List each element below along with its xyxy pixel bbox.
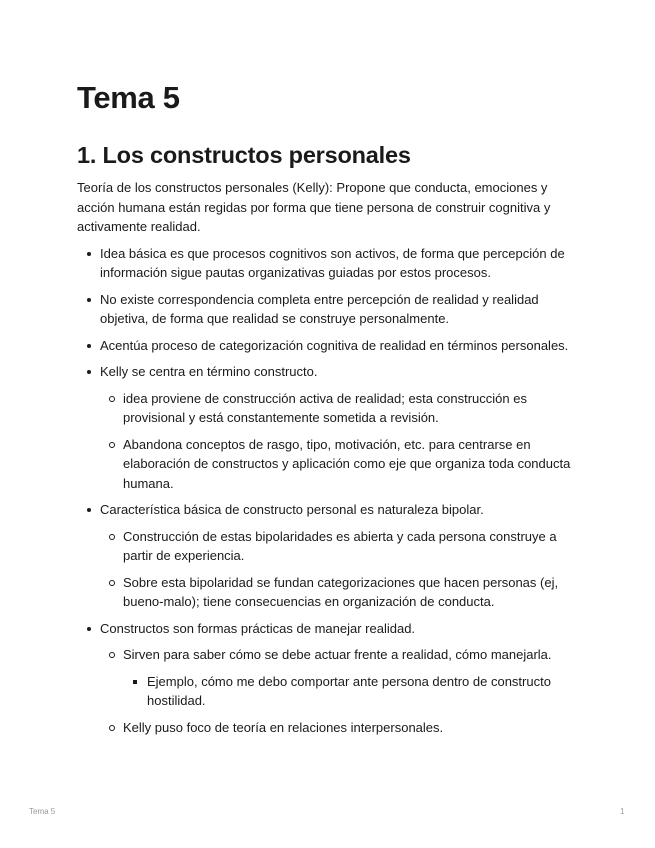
sub-list: [100, 389, 587, 494]
sub-list-item: [100, 527, 587, 566]
document-title: Tema 5: [77, 80, 180, 115]
sub-list: [100, 527, 587, 612]
list-item: [77, 244, 587, 283]
document-page: [77, 78, 587, 744]
sub-list-item: [100, 573, 587, 612]
bullet-list: [77, 244, 587, 738]
sub-sub-list-item-text: Ejemplo, cómo me debo comportar ante persona dentro de constructo hostilidad.: [147, 673, 551, 708]
sub-sub-list-item: [123, 672, 587, 711]
sub-list: [100, 645, 587, 737]
sub-list-item-text: Abandona conceptos de rasgo, tipo, motivación, etc. para centrarse en elaboración de constructos y aplicación como eje que organiza toda conducta humana.: [123, 436, 571, 491]
list-item-text: No existe correspondencia completa entre percepción de realidad y realidad objetiva, de forma que realidad se construye personalmente.: [100, 291, 539, 326]
footer-document-name: Tema 5: [29, 807, 56, 816]
list-item-text: Idea básica es que procesos cognitivos son activos, de forma que percepción de información sigue pautas organizativas guiadas por estos procesos.: [100, 245, 565, 280]
list-item-text: Constructos son formas prácticas de manejar realidad.: [100, 620, 416, 636]
list-item: [77, 619, 587, 738]
list-item-text: Acentúa proceso de categorización cognitiva de realidad en términos personales.: [100, 337, 569, 353]
sub-list-item: [100, 718, 587, 738]
sub-list-item-text: Kelly puso foco de teoría en relaciones interpersonales.: [123, 719, 444, 735]
list-item: [77, 500, 587, 612]
sub-list-item-text: idea proviene de construcción activa de realidad; esta construcción es provisional y está constantemente sometida a revisión.: [123, 390, 527, 425]
footer-page-number: 1: [620, 807, 625, 816]
sub-list-item-text: Sirven para saber cómo se debe actuar frente a realidad, cómo manejarla.: [123, 647, 552, 662]
sub-sub-list: [123, 672, 587, 711]
sub-list-item: [100, 645, 587, 711]
list-item: [77, 362, 587, 493]
sub-list-item-text: Sobre esta bipolaridad se fundan categorizaciones que hacen personas (ej, bueno-malo); tiene consecuencias en organización de conducta.: [123, 574, 559, 609]
sub-list-item-text: Construcción de estas bipolaridades es abierta y cada persona construye a partir de experiencia.: [123, 528, 557, 563]
list-item-text: Característica básica de constructo personal es naturaleza bipolar.: [100, 502, 484, 517]
sub-list-item: [100, 435, 587, 494]
list-item-text: Kelly se centra en término constructo.: [100, 364, 318, 379]
section-heading: 1. Los constructos personales: [77, 142, 411, 168]
list-item: [77, 336, 587, 356]
list-item: [77, 290, 587, 329]
sub-list-item: [100, 389, 587, 428]
intro-paragraph: Teoría de los constructos personales (Kelly): Propone que conducta, emociones y acción humana están regidas por forma que tiene persona de construir cognitiva y activamente realidad.: [77, 180, 551, 234]
